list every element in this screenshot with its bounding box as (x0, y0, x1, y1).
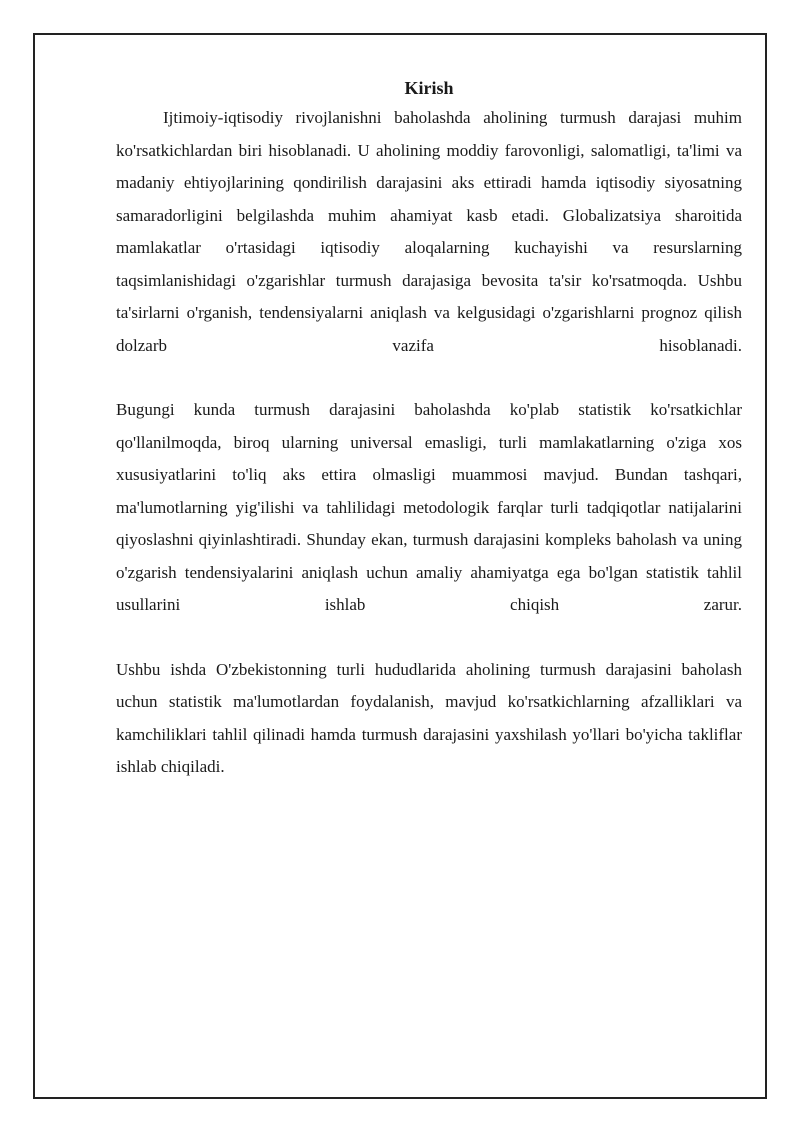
document-body (116, 74, 742, 784)
document-title: Kirish (404, 78, 454, 98)
paragraph-indicators: Bugungi kunda turmush darajasini baholashda ko'plab statistik ko'rsatkichlar qo'llanilmoqda, biroq ularning universal emasligi, turli mamlakatlarning o'ziga xos xususiyatlarini to'liq aks ettira olmasligi muammosi mavjud. Bundan tashqari, ma'lumotlarning yig'ilishi va tahlilidagi metodologik farqlar turli tadqiqotlar natijalarini qiyoslashni qiyinlashtiradi. Shunday ekan, turmush darajasini kompleks baholash va uning o'zgarish tendensiyalarini aniqlash uchun amaliy ahamiyatga ega bo'lgan statistik tahlil usullarini ishlab chiqish zarur. (116, 400, 742, 614)
paragraph-purpose: Ushbu ishda O'zbekistonning turli hududlarida aholining turmush darajasini baholash uchun statistik ma'lumotlardan foydalanish, mavjud ko'rsatkichlarning afzalliklari va kamchiliklari tahlil qilinadi hamda turmush darajasini yaxshilash yo'llari bo'yicha takliflar ishlab chiqiladi. (116, 659, 742, 776)
paragraph-spacer (116, 362, 742, 394)
paragraph-spacer (116, 622, 742, 654)
paragraph-intro: Ijtimoiy-iqtisodiy rivojlanishni baholashda aholining turmush darajasi muhim ko'rsatkichlardan biri hisoblanadi. U aholining moddiy farovonligi, salomatligi, ta'limi va madaniy ehtiyojlarining qondirilish darajasini aks ettiradi hamda iqtisodiy siyosatning samaradorligini belgilashda muhim ahamiyat kasb etadi. Globalizatsiya sharoitida mamlakatlar o'rtasidagi iqtisodiy aloqalarning kuchayishi va resurslarning taqsimlanishidagi o'zgarishlar turmush darajasiga bevosita ta'sir ko'rsatmoqda. Ushbu ta'sirlarni o'rganish, tendensiyalarni aniqlash va kelgusidagi o'zgarishlarni prognoz qilish dolzarb vazifa hisoblanadi. (116, 108, 742, 355)
